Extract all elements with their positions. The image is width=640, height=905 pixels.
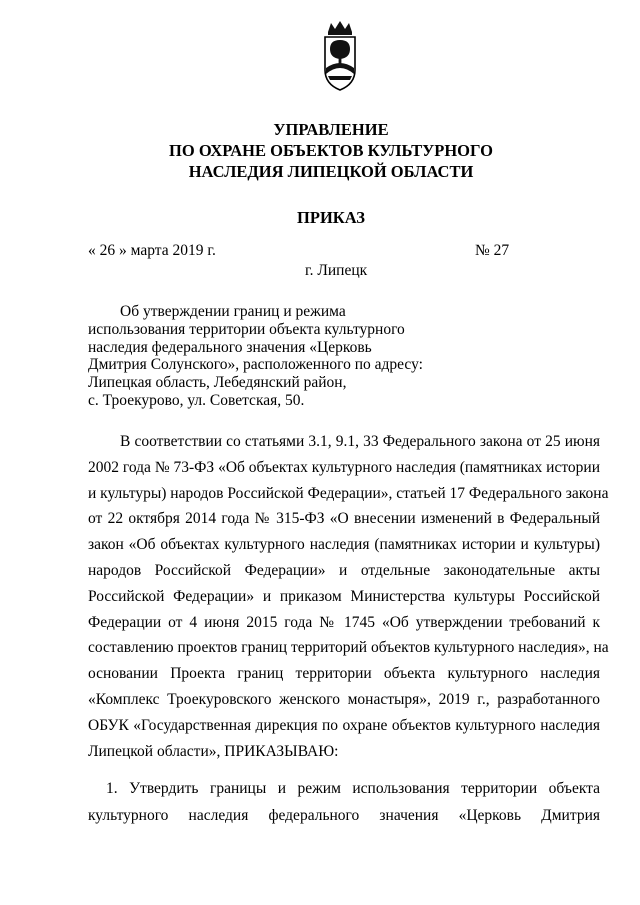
body-line: ОБУК «Государственная дирекция по охране объектов культурного наследия <box>88 716 600 734</box>
body-line: В соответствии со статьями 3.1, 9.1, 33 Федерального закона от 25 июня <box>120 433 600 450</box>
coat-of-arms-icon <box>320 18 360 93</box>
body-line: и культуры) народов Российской Федерации», статьей 17 Федерального закона <box>88 484 609 502</box>
body-line: основании Проекта границ территории объекта культурного наследия <box>88 665 600 683</box>
org-header <box>0 119 640 182</box>
coat-of-arms-emblem <box>320 18 360 93</box>
body-line: составлению проектов границ территорий объектов культурного наследия», на <box>88 639 609 657</box>
body-line: «Комплекс Троекуровского женского монастыря», 2019 г., разработанного <box>88 690 600 708</box>
body-line: Российской Федерации» и приказом Министерства культуры Российской <box>88 587 600 605</box>
item-line: культурного наследия федерального значения «Церковь Дмитрия <box>88 807 600 824</box>
body-line: от 22 октября 2014 года № 315-ФЗ «О внесении изменений в Федеральный <box>88 510 600 528</box>
body-line: Липецкой области», ПРИКАЗЫВАЮ: <box>88 742 339 760</box>
order-number: № 27 <box>475 242 510 259</box>
subject-line: Дмитрия Солунского», расположенного по адресу: <box>88 356 423 374</box>
order-city: г. Липецк <box>305 262 368 279</box>
subject-line: с. Троекурово, ул. Советская, 50. <box>88 391 305 409</box>
order-preamble <box>88 429 609 764</box>
body-line: народов Российской Федерации» и отдельные законодательные акты <box>88 561 600 579</box>
order-date: « 26 » марта 2019 г. <box>88 242 216 259</box>
order-item-1 <box>88 775 600 829</box>
document-type-title: ПРИКАЗ <box>297 208 365 227</box>
body-line: Федерации от 4 июня 2015 года № 1745 «Об утверждении требований к <box>88 613 600 631</box>
org-line: УПРАВЛЕНИЕ <box>273 120 389 139</box>
subject-line: наследия федерального значения «Церковь <box>88 338 372 356</box>
org-line: НАСЛЕДИЯ ЛИПЕЦКОЙ ОБЛАСТИ <box>188 162 474 181</box>
org-line: ПО ОХРАНЕ ОБЪЕКТОВ КУЛЬТУРНОГО <box>169 141 493 160</box>
subject-line: Липецкая область, Лебедянский район, <box>88 374 347 392</box>
body-line: 2002 года № 73-ФЗ «Об объектах культурного наследия (памятниках истории <box>88 458 600 476</box>
body-line: закон «Об объектах культурного наследия (памятниках истории и культуры) <box>88 536 600 554</box>
subject-line: использования территории объекта культурного <box>88 320 405 338</box>
order-subject <box>88 303 423 410</box>
item-line: 1. Утвердить границы и режим использования территории объекта <box>106 780 600 797</box>
subject-line: Об утверждении границ и режима <box>120 303 346 320</box>
